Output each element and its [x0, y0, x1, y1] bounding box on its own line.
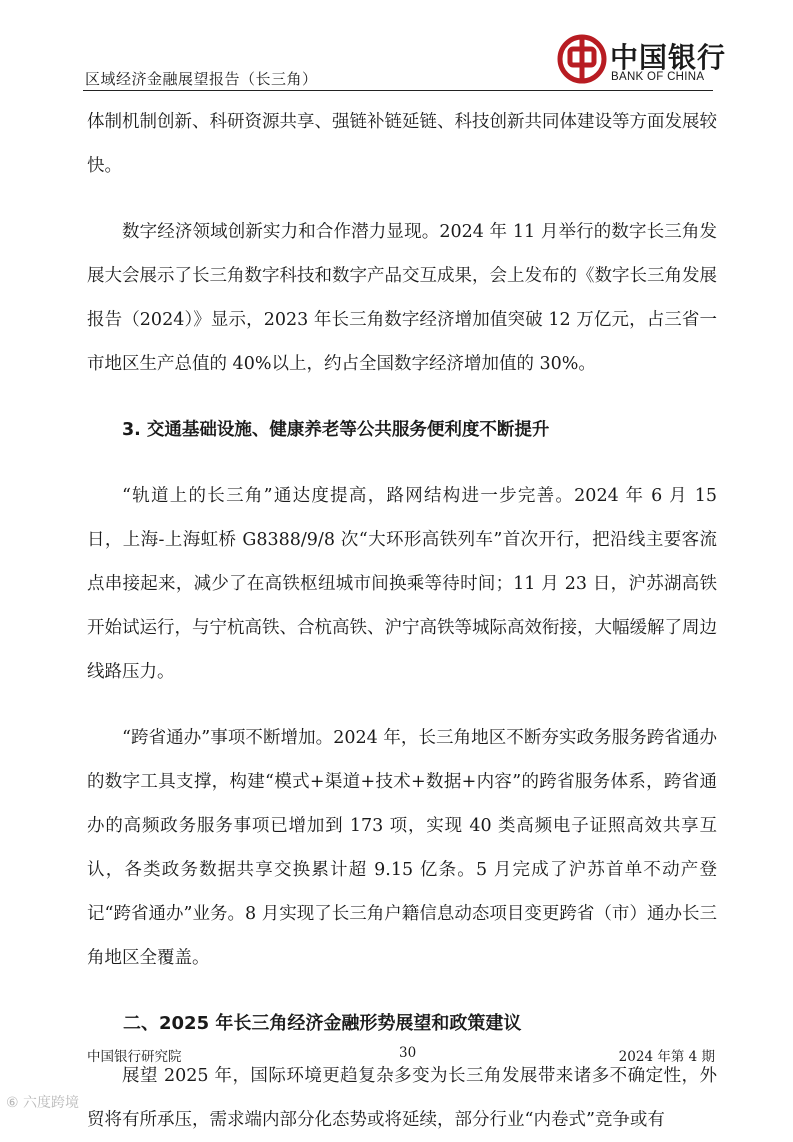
bank-name-cn: 中国银行 — [610, 41, 727, 74]
report-body — [87, 100, 717, 1142]
bank-of-china-emblem-icon — [557, 34, 607, 84]
bank-logo — [553, 30, 727, 88]
section-heading: 3. 交通基础设施、健康养老等公共服务便利度不断提升 — [122, 420, 550, 440]
page-number: 30 — [399, 1045, 417, 1061]
paragraph: “轨道上的长三角”通达度提高，路网结构进一步完善。2024 年 6 月 15 日，上海-上海虹桥 G8388/9/8 次“大环形高铁列车”首次开行，把沿线主要客流点串接起来，减少了在高铁枢纽城市间换乘等待时间；11 月 23 日，沪苏湖高铁开始试运行，与宁杭高铁、合杭高铁、沪宁高铁等城际高效衔接，大幅缓解了周边线路压力。 — [87, 486, 717, 682]
paragraph: “跨省通办”事项不断增加。2024 年，长三角地区不断夯实政务服务跨省通办的数字工具支撑，构建“模式+渠道+技术+数据+内容”的跨省服务体系，跨省通办的高频政务服务事项已增加到 173 项，实现 40 类高频电子证照高效共享互认，各类政务数据共享交换累计超 9.15 亿条。5 月完成了沪苏首单不动产登记“跨省通办”业务。8 月实现了长三角户籍信息动态项目变更跨省（市）通办长三角地区全覆盖。 — [87, 728, 717, 968]
footer-institution: 中国银行研究院 — [87, 1049, 182, 1065]
page-header — [83, 30, 727, 94]
header-divider — [83, 90, 713, 91]
watermark: ⑥ 六度跨境 — [6, 1095, 80, 1111]
chapter-heading: 二、2025 年长三角经济金融形势展望和政策建议 — [123, 1013, 522, 1034]
report-title: 区域经济金融展望报告（长三角） — [85, 70, 318, 88]
paragraph: 数字经济领域创新实力和合作潜力显现。2024 年 11 月举行的数字长三角发展大会展示了长三角数字科技和数字产品交互成果，会上发布的《数字长三角发展报告（2024）》显示，2023 年长三角数字经济增加值突破 12 万亿元，占三省一市地区生产总值的 40%以上，约占全国数字经济增加值的 30%。 — [87, 222, 717, 374]
issue-label: 2024 年第 4 期 — [618, 1049, 715, 1065]
paragraph: 展望 2025 年，国际环境更趋复杂多变为长三角发展带来诸多不确定性，外贸将有所承压，需求端内部分化态势或将延续，部分行业“内卷式”竞争或有 — [87, 1066, 717, 1130]
bank-name-en: BANK OF CHINA — [611, 71, 705, 83]
paragraph: 体制机制创新、科研资源共享、强链补链延链、科技创新共同体建设等方面发展较快。 — [87, 112, 717, 176]
